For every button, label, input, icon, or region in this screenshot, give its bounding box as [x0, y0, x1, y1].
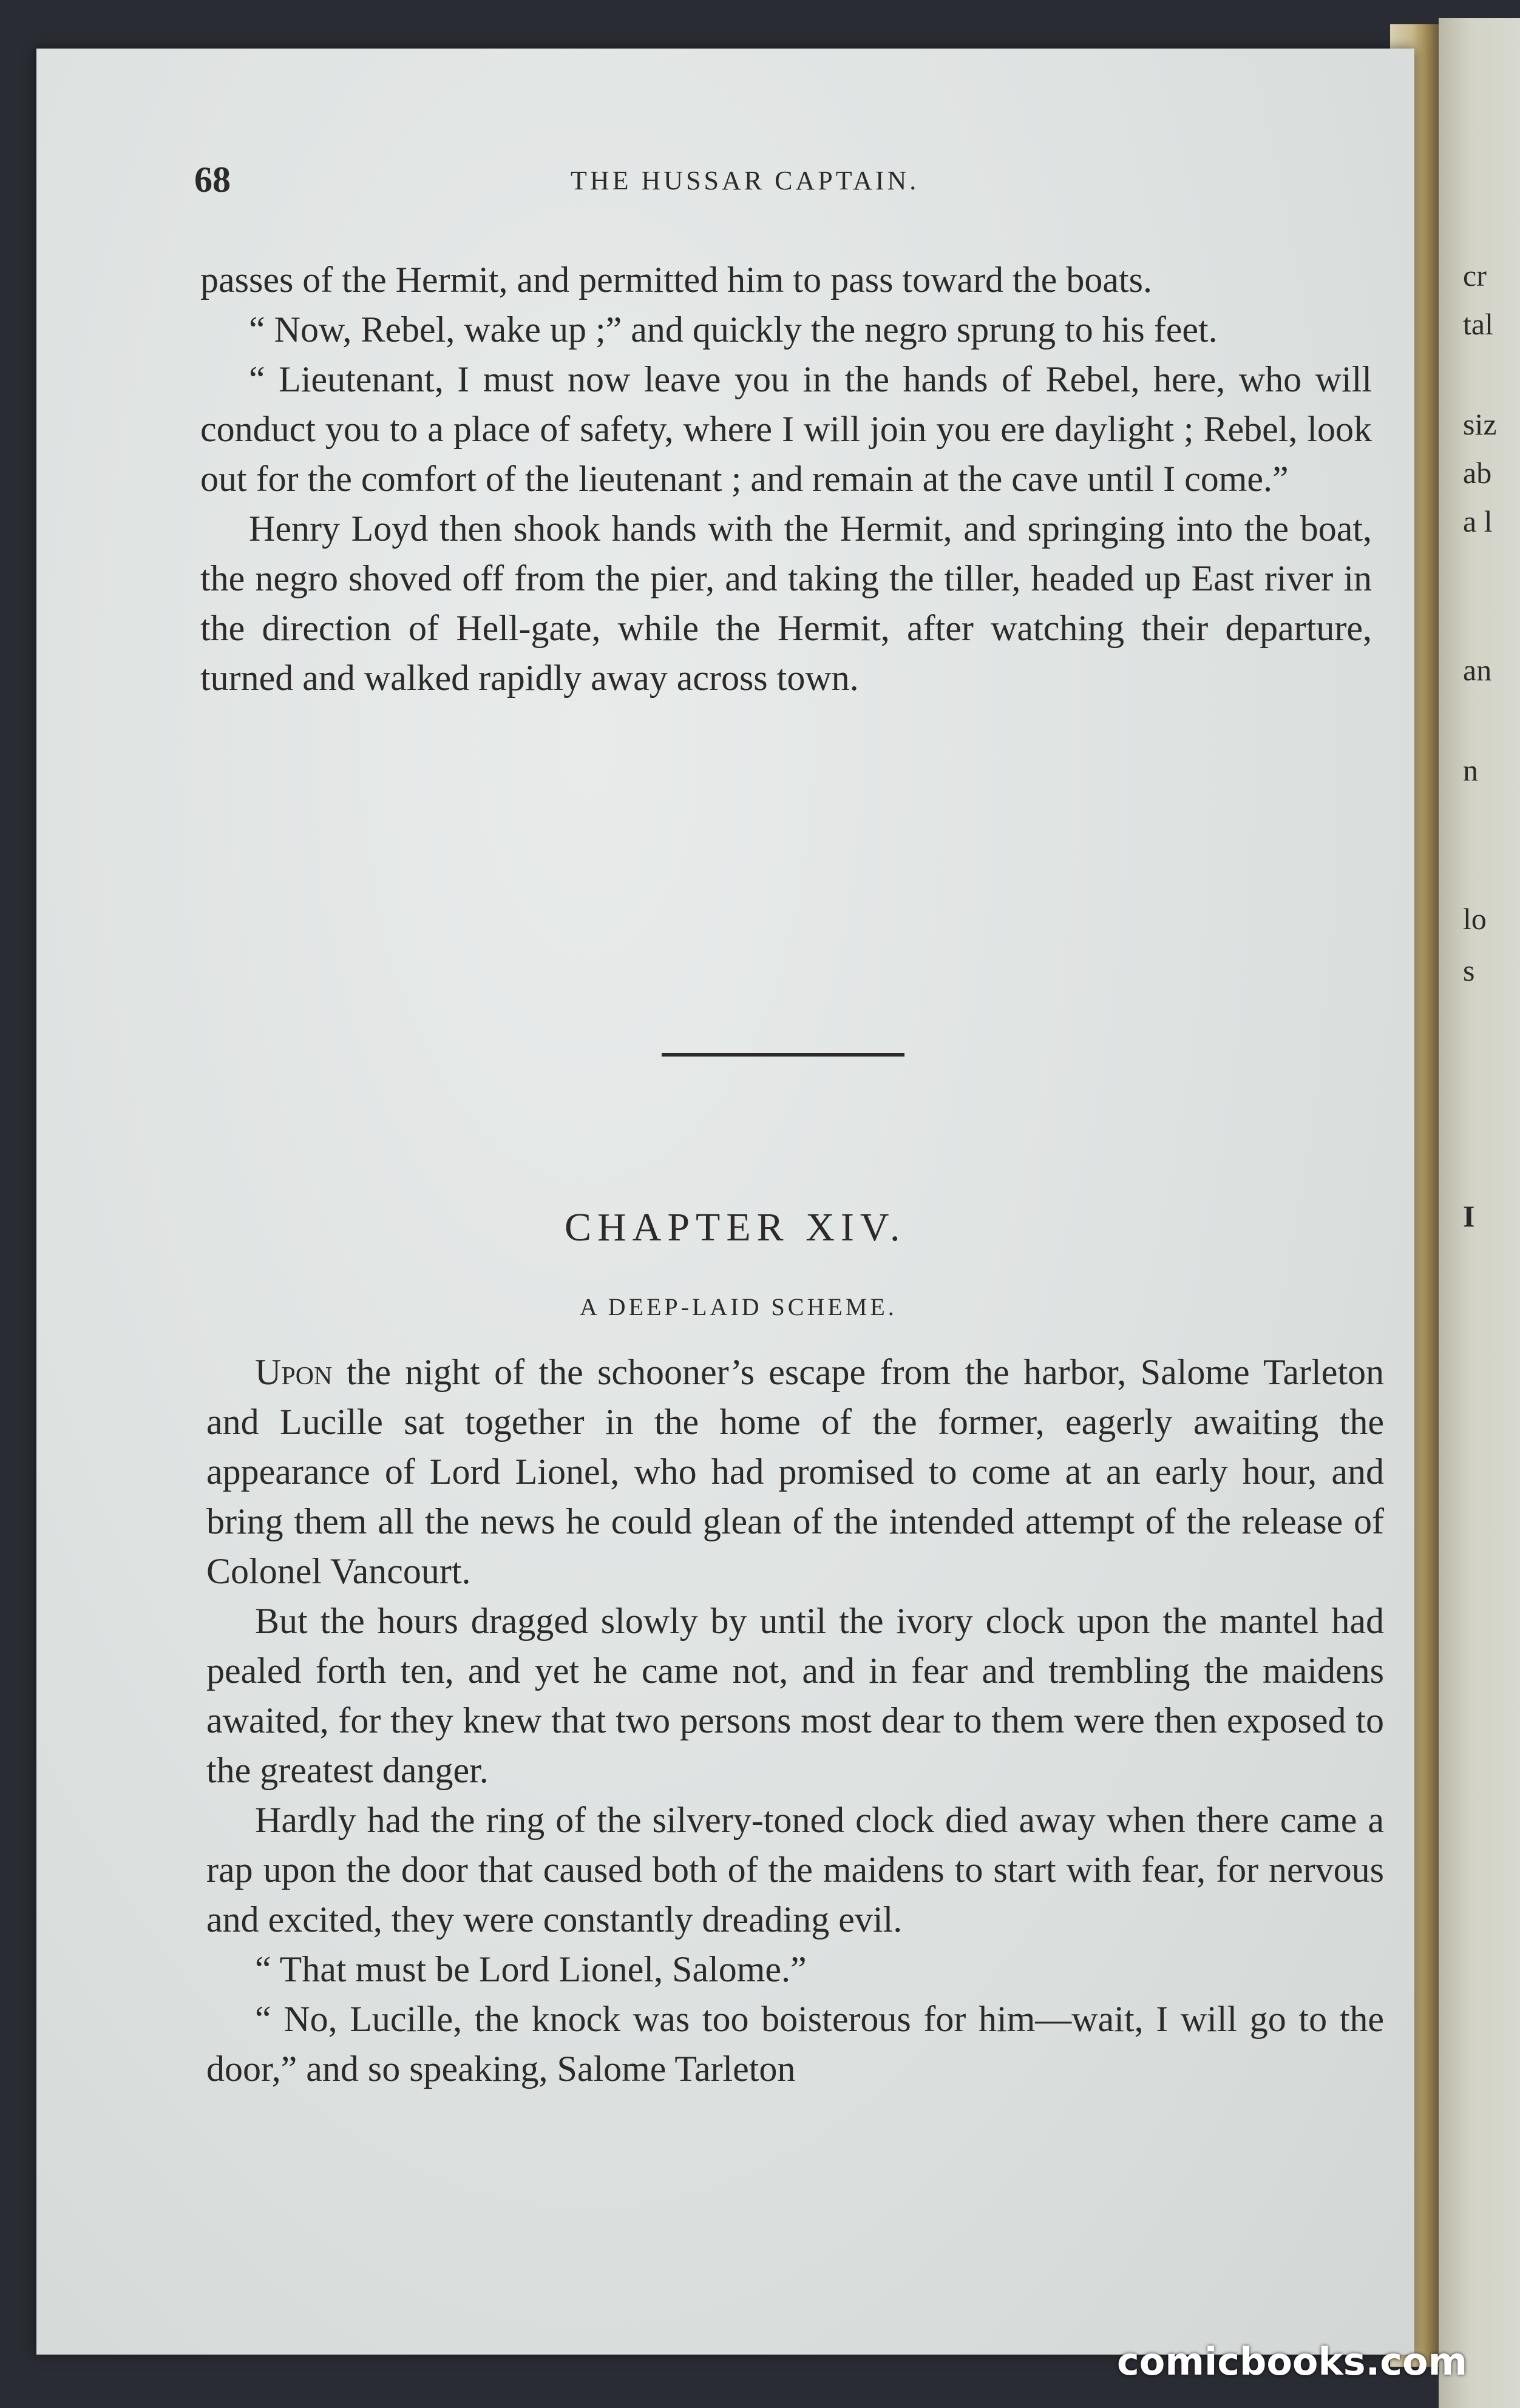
paragraph: “ Lieutenant, I must now leave you in the hands of Rebel, here, who will conduct you to a place of safety, where I will join you ere daylight ; Rebel, look out for the comfort of the lieutenant ; and remain at the cave until I come.”	[200, 359, 1372, 499]
body-text-chapter	[206, 1347, 1384, 2094]
running-title: THE HUSSAR CAPTAIN.	[571, 166, 920, 195]
chapter-heading-text: CHAPTER XIV.	[565, 1205, 906, 1250]
paragraph: Hardly had the ring of the silvery-toned clock died away when there came a rap upon the door that caused both of the maidens to start with fear, for nervous and excited, they were constantly dreading evil.	[206, 1800, 1384, 1940]
page-number: 68	[194, 160, 231, 200]
facing-page-fragment: an	[1463, 653, 1492, 687]
drop-word: Upon	[255, 1352, 333, 1392]
paragraph	[206, 1347, 1384, 1596]
paragraph: But the hours dragged slowly by until the ivory clock upon the mantel had pealed forth ten, and yet he came not, and in fear and trembling the maidens awaited, for they knew that two persons most dear to them were then exposed to the greatest danger.	[206, 1601, 1384, 1790]
paragraph: “ Now, Rebel, wake up ;” and quickly the negro sprung to his feet.	[249, 309, 1218, 350]
facing-page-fragment: cr	[1463, 259, 1487, 293]
body-text-top	[200, 255, 1372, 703]
facing-page-fragment: a l	[1463, 504, 1493, 538]
facing-page	[1439, 18, 1520, 2408]
watermark: comicbooks.com	[1117, 2339, 1468, 2384]
paragraph: “ No, Lucille, the knock was too boisterous for him—wait, I will go to the door,” and so speaking, Salome Tarleton	[206, 1999, 1384, 2089]
paragraph-text: the night of the schooner’s escape from the harbor, Salome Tarleton and Lucille sat together in the home of the former, eagerly awaiting the appearance of Lord Lionel, who had promised to come at an early hour, and bring them all the news he could glean of the intended attempt of the release of Colonel Vancourt.	[206, 1352, 1384, 1591]
running-head	[194, 159, 1378, 201]
facing-page-fragment: siz	[1463, 407, 1497, 441]
facing-page-fragment: ab	[1463, 456, 1492, 490]
paragraph: “ That must be Lord Lionel, Salome.”	[255, 1949, 807, 1989]
facing-page-fragment: n	[1463, 753, 1478, 787]
facing-page-fragment: tal	[1463, 307, 1493, 341]
paragraph: passes of the Hermit, and permitted him to pass toward the boats.	[200, 260, 1152, 300]
facing-page-fragment: lo	[1463, 902, 1487, 936]
section-divider	[662, 1053, 904, 1057]
paragraph: Henry Loyd then shook hands with the Hermit, and springing into the boat, the negro shoved off from the pier, and taking the tiller, headed up East river in the direction of Hell-gate, while the Hermit, after watching their departure, turned and walked rapidly away across town.	[200, 509, 1372, 698]
facing-page-fragment: s	[1463, 953, 1475, 987]
facing-page-fragment: I	[1463, 1199, 1475, 1233]
chapter-subtitle: A DEEP-LAID SCHEME.	[580, 1293, 897, 1321]
